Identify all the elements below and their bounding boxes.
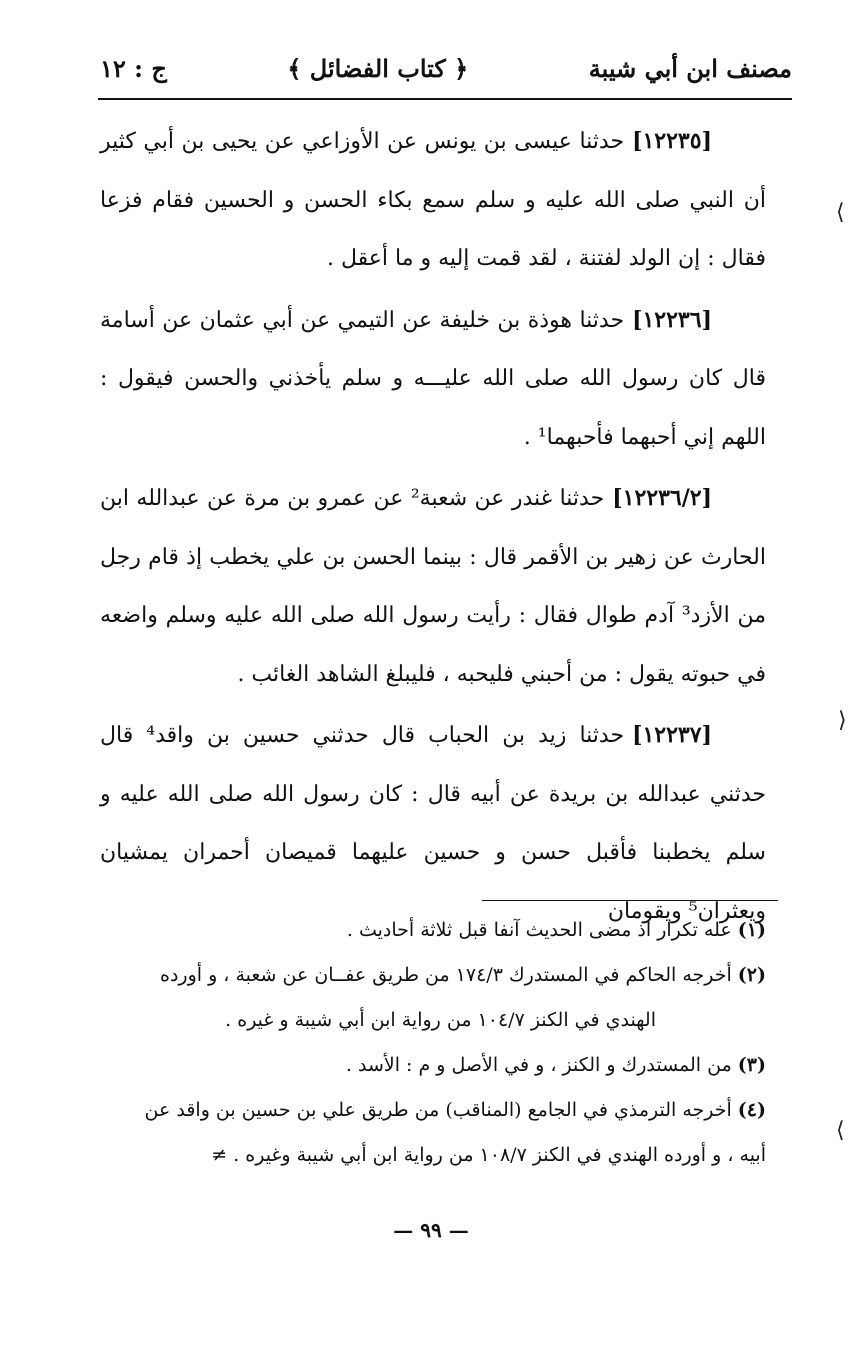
hadith-text: حدثنا هوذة بن خليفة عن التيمي عن أبي عثمان عن أسامة قال كان رسول الله صلى الله عليـــه و سلم يأخذني والحسن فيقول : اللهم إني أحبهما فأحبهما¹ . [100,307,766,450]
hadith-number: [١٢٢٣٦/٢] [612,485,712,511]
hadith-entry [100,706,766,941]
footnote [100,953,766,1043]
footnote-number: (٣) [737,1054,766,1076]
hadith-entry [100,112,766,289]
footnote [100,1043,766,1088]
header-divider [98,98,792,100]
book-title: مصنف ابن أبي شيبة [588,53,792,83]
margin-mark-icon: ⟩ [836,200,845,225]
page-number: — ٩٩ — [393,1218,469,1242]
hadith-number: [١٢٢٣٦] [632,306,712,333]
footnote-text-continued: أبيه ، و أورده الهندي في الكنز ١٠٨/٧ من رواية ابن أبي شيبة وغيره . ≠ [211,1144,766,1166]
footnote-number: (٢) [737,964,766,986]
page-header [100,46,792,90]
volume-number: ج : ١٢ [100,53,167,83]
footnote [100,908,766,953]
footnotes [100,908,766,1178]
footnote-divider [482,900,778,901]
hadith-number: [١٢٢٣٧] [632,722,712,748]
footnote-text: أخرجه الحاكم في المستدرك ١٧٤/٣ من طريق عفــان عن شعبة ، و أورده [159,964,732,986]
margin-mark-icon: ⟩ [836,1118,845,1143]
main-text [100,112,766,943]
footnote-number: (١) [737,919,766,941]
hadith-text: حدثنا غندر عن شعبة² عن عمرو بن مرة عن عبدالله ابن الحارث عن زهير بن الأقمر قال : بينما الحسن بن علي يخطب إذ قام رجل من الأزد³ آدم طوال فقال : رأيت رسول الله صلى الله عليه وسلم واضعه في حبوته يقول : من أحبني فليحبه ، فليبلغ الشاهد الغائب . [100,486,766,687]
hadith-text: حدثنا عيسى بن يونس عن الأوزاعي عن يحيى بن أبي كثير أن النبي صلى الله عليه و سلم سمع بكاء الحسن و الحسين فقام فزعا فقال : إن الولد لفتنة ، لقد قمت إليه و ما أعقل . [100,129,766,271]
margin-mark-icon: ⟨ [838,708,847,733]
footnote-number: (٤) [737,1099,766,1121]
hadith-text: حدثنا زيد بن الحباب قال حدثني حسين بن واقد⁴ قال حدثني عبدالله بن بريدة عن أبيه قال : كان رسول الله صلى الله عليه و سلم يخطبنا فأقبل حسن و حسين عليهما قميصان أحمران يمشيان ويعثران⁵ ويقومان [100,723,766,924]
hadith-entry [100,469,766,704]
footnote [100,1088,766,1178]
hadith-number: [١٢٢٣٥] [632,128,712,154]
footnote-text: عله تكرار اذ مضى الحديث آنفا قبل ثلاثة أحاديث . [346,919,732,941]
footnote-text: أخرجه الترمذي في الجامع (المناقب) من طريق علي بن حسين بن واقد عن [144,1099,732,1121]
section-title: ﴿ كتاب الفضائل ﴾ [287,53,469,83]
hadith-entry [100,291,766,468]
footnote-text: من المستدرك و الكنز ، و في الأصل و م : الأسد . [345,1054,732,1076]
footnote-text-continued: الهندي في الكنز ١٠٤/٧ من رواية ابن أبي شيبة و غيره . [225,1009,656,1031]
